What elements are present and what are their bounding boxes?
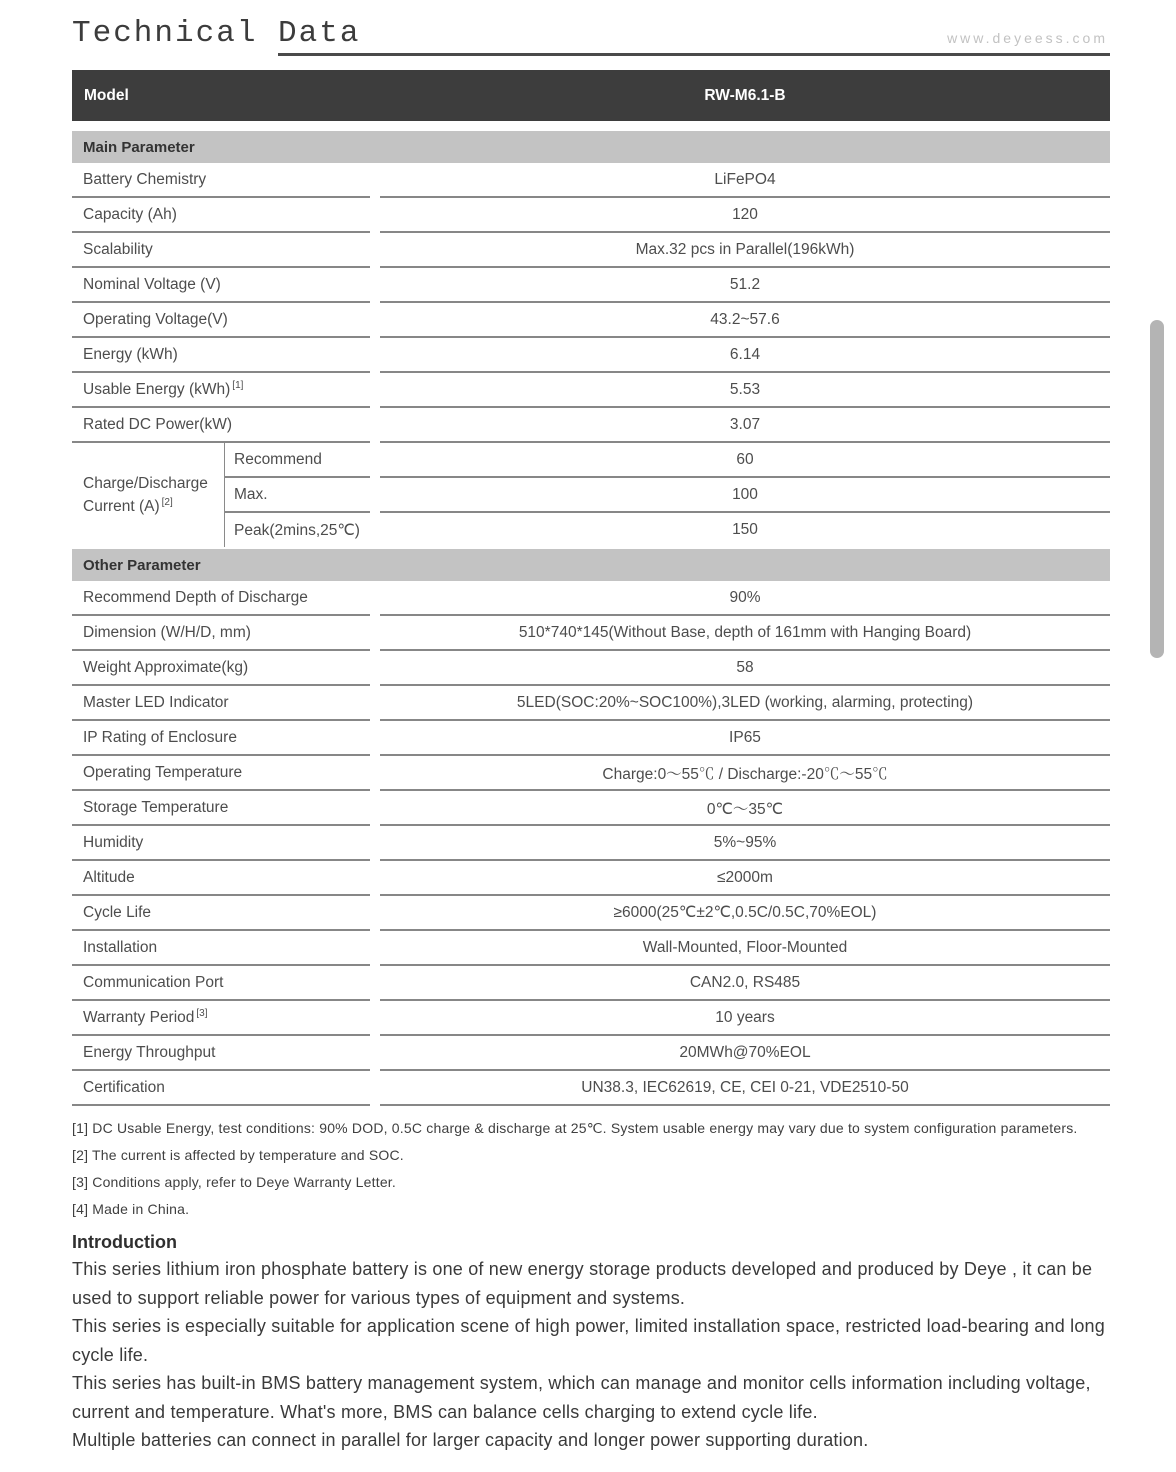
param-label: IP Rating of Enclosure (72, 721, 370, 756)
column-gap (370, 198, 380, 233)
param-value: 3.07 (380, 408, 1110, 443)
row-operating-voltage (72, 303, 1110, 338)
row-warranty-period (72, 1001, 1110, 1036)
row-depth-of-discharge (72, 581, 1110, 616)
introduction-paragraph-3: This series has built-in BMS battery management system, which can manage and monitor cells information including voltage, current and temperature. What's more, BMS can balance cells charging to extend cycle life. (72, 1373, 1091, 1422)
model-label: Model (84, 86, 129, 104)
param-value: 0℃～35℃ (380, 791, 1110, 826)
introduction-paragraph-1: This series lithium iron phosphate battery is one of new energy storage products developed and produced by Deye , it can be used to support reliable power for various types of equipment and systems. (72, 1259, 1093, 1308)
subparam-label: Recommend (225, 443, 370, 478)
column-gap (370, 373, 380, 408)
column-gap (370, 721, 380, 756)
column-gap (370, 616, 380, 651)
param-label: Communication Port (72, 966, 370, 1001)
column-gap (370, 478, 380, 513)
column-gap (370, 408, 380, 443)
param-value: ≤2000m (380, 861, 1110, 896)
row-battery-chemistry (72, 163, 1110, 198)
param-label: Capacity (Ah) (72, 198, 370, 233)
param-label: Recommend Depth of Discharge (72, 581, 370, 616)
row-cycle-life (72, 896, 1110, 931)
row-energy (72, 338, 1110, 373)
param-value: 51.2 (380, 268, 1110, 303)
param-value: 120 (380, 198, 1110, 233)
column-gap (370, 826, 380, 861)
row-scalability (72, 233, 1110, 268)
param-label: Rated DC Power(kW) (72, 408, 370, 443)
row-usable-energy (72, 373, 1110, 408)
footnote-ref-2: [2] (161, 496, 173, 508)
param-label-text: Warranty Period (83, 1008, 195, 1026)
param-label: Certification (72, 1071, 370, 1106)
row-recommend-current (225, 443, 1110, 478)
column-gap (370, 861, 380, 896)
param-label (72, 373, 370, 408)
footnote-4: [4] Made in China. (72, 1201, 190, 1217)
param-label: Battery Chemistry (72, 163, 370, 198)
subparam-value: 100 (380, 478, 1110, 513)
param-value: UN38.3, IEC62619, CE, CEI 0-21, VDE2510-50 (380, 1071, 1110, 1106)
column-gap (370, 513, 380, 547)
column-gap (370, 581, 380, 616)
subparam-label: Max. (225, 478, 370, 513)
param-label (72, 1001, 370, 1036)
param-value: IP65 (380, 721, 1110, 756)
section-main-parameter: Main Parameter (72, 131, 1110, 163)
footnote-2: [2] The current is affected by temperature and SOC. (72, 1147, 404, 1163)
row-energy-throughput (72, 1036, 1110, 1071)
introduction-paragraph-4: Multiple batteries can connect in parallel for larger capacity and longer power supporting duration. (72, 1430, 869, 1450)
introduction-paragraph-2: This series is especially suitable for application scene of high power, limited installation space, restricted load-bearing and long cycle life. (72, 1316, 1105, 1365)
row-altitude (72, 861, 1110, 896)
param-value: 90% (380, 581, 1110, 616)
footnote-1: [1] DC Usable Energy, test conditions: 90% DOD, 0.5C charge & discharge at 25℃. System usable energy may vary due to system configuration parameters. (72, 1120, 1078, 1136)
row-communication-port (72, 966, 1110, 1001)
param-value: Charge:0～55℃ / Discharge:-20℃～55℃ (380, 756, 1110, 791)
column-gap (370, 1071, 380, 1106)
subparam-value: 60 (380, 443, 1110, 478)
row-operating-temperature (72, 756, 1110, 791)
column-gap (370, 303, 380, 338)
datasheet-page (72, 0, 1110, 1455)
column-gap (370, 268, 380, 303)
column-gap (370, 338, 380, 373)
page-header (72, 0, 1110, 70)
param-label: Operating Voltage(V) (72, 303, 370, 338)
footnote-3: [3] Conditions apply, refer to Deye Warranty Letter. (72, 1174, 396, 1190)
row-peak-current (225, 513, 1110, 547)
row-rated-dc-power (72, 408, 1110, 443)
param-label: Energy (kWh) (72, 338, 370, 373)
charge-discharge-subrows (225, 443, 1110, 547)
param-value: LiFePO4 (380, 163, 1110, 198)
row-humidity (72, 826, 1110, 861)
param-value: ≥6000(25℃±2℃,0.5C/0.5C,70%EOL) (380, 896, 1110, 931)
row-led-indicator (72, 686, 1110, 721)
website-url: www.deyeess.com (947, 30, 1108, 46)
param-value: 58 (380, 651, 1110, 686)
vertical-scrollbar-thumb[interactable] (1150, 320, 1164, 658)
column-gap (370, 233, 380, 268)
param-value: 5LED(SOC:20%~SOC100%),3LED (working, alarming, protecting) (380, 686, 1110, 721)
footnote-ref-3: [3] (196, 1008, 208, 1019)
param-label: Installation (72, 931, 370, 966)
charge-discharge-label (72, 443, 225, 547)
column-gap (370, 1036, 380, 1071)
column-gap (370, 756, 380, 791)
subparam-value: 150 (732, 521, 758, 538)
column-gap (370, 686, 380, 721)
row-nominal-voltage (72, 268, 1110, 303)
param-label: Energy Throughput (72, 1036, 370, 1071)
param-value: Wall-Mounted, Floor-Mounted (380, 931, 1110, 966)
model-value: RW-M6.1-B (704, 86, 786, 104)
param-label: Scalability (72, 233, 370, 268)
param-label: Dimension (W/H/D, mm) (72, 616, 370, 651)
param-value: 5.53 (380, 373, 1110, 408)
param-value: 20MWh@70%EOL (380, 1036, 1110, 1071)
subparam-label: Peak(2mins,25℃) (234, 521, 360, 539)
column-gap (370, 163, 380, 198)
row-dimension (72, 616, 1110, 651)
page-title: Technical Data (72, 16, 361, 51)
row-storage-temperature (72, 791, 1110, 826)
param-value: 6.14 (380, 338, 1110, 373)
row-capacity (72, 198, 1110, 233)
param-value: 5%~95% (380, 826, 1110, 861)
charge-discharge-group (72, 443, 1110, 547)
title-underline (278, 53, 1110, 56)
column-gap (370, 791, 380, 826)
param-value: 510*740*145(Without Base, depth of 161mm with Hanging Board) (380, 616, 1110, 651)
column-gap (370, 966, 380, 1001)
row-max-current (225, 478, 1110, 513)
section-other-parameter: Other Parameter (72, 549, 1110, 581)
param-label: Nominal Voltage (V) (72, 268, 370, 303)
footnote-ref-1: [1] (232, 380, 244, 391)
column-gap (370, 896, 380, 931)
param-value: 43.2~57.6 (380, 303, 1110, 338)
param-label: Altitude (72, 861, 370, 896)
charge-discharge-label-text: Charge/Discharge Current (A) [2] (83, 474, 208, 516)
param-value: Max.32 pcs in Parallel(196kWh) (380, 233, 1110, 268)
row-certification (72, 1071, 1110, 1106)
row-weight (72, 651, 1110, 686)
model-header-bar (72, 70, 1110, 121)
introduction-section (72, 1229, 1110, 1455)
row-ip-rating (72, 721, 1110, 756)
param-label-text: Usable Energy (kWh) (83, 380, 231, 398)
param-label: Master LED Indicator (72, 686, 370, 721)
param-label: Storage Temperature (72, 791, 370, 826)
param-label: Humidity (72, 826, 370, 861)
column-gap (370, 443, 380, 478)
param-value: 10 years (380, 1001, 1110, 1036)
footnotes (72, 1115, 1110, 1223)
param-label: Weight Approximate(kg) (72, 651, 370, 686)
column-gap (370, 931, 380, 966)
introduction-heading: Introduction (72, 1232, 177, 1252)
column-gap (370, 1001, 380, 1036)
param-value: CAN2.0, RS485 (380, 966, 1110, 1001)
row-installation (72, 931, 1110, 966)
param-label: Cycle Life (72, 896, 370, 931)
column-gap (370, 651, 380, 686)
param-label: Operating Temperature (72, 756, 370, 791)
